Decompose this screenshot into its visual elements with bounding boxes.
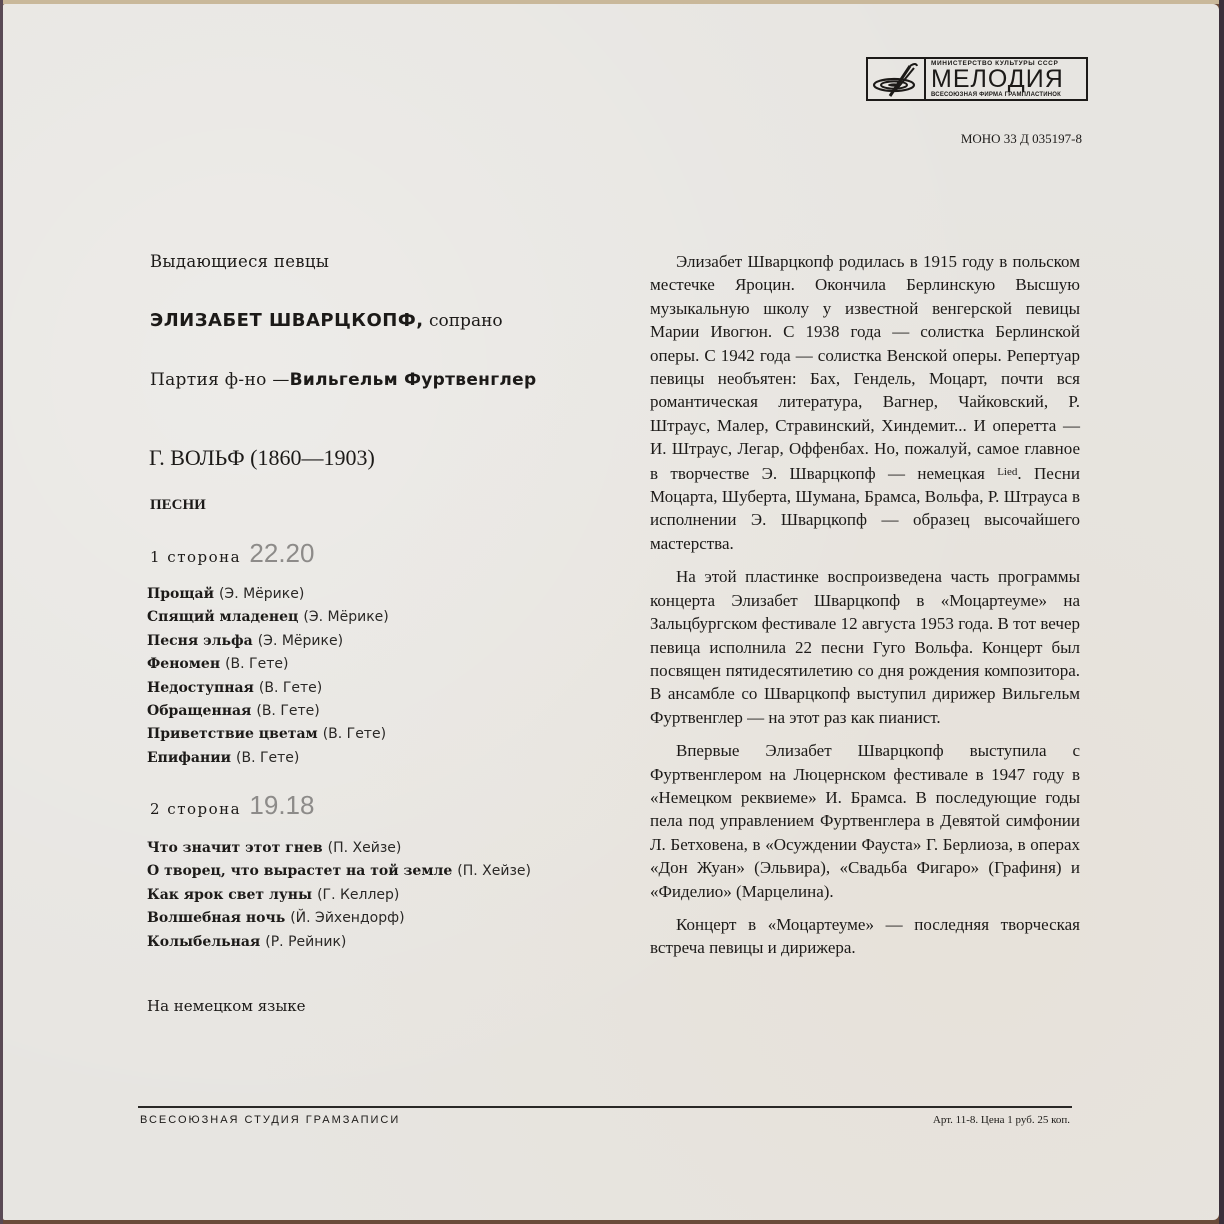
songs-title: ПЕСНИ [150, 497, 206, 513]
bio-paragraph-4: Концерт в «Моцартеуме» — последняя творческая встреча певицы и дирижера. [650, 914, 1080, 958]
track-item [147, 860, 531, 883]
track-poet: (Р. Рейник) [265, 933, 347, 950]
track-poet: (Й. Эйхендорф) [290, 910, 405, 927]
track-item [147, 630, 389, 653]
logo-ministry: МИНИСТЕРСТВО КУЛЬТУРЫ СССР [931, 60, 1059, 67]
side-1-label [150, 538, 314, 569]
track-poet: (В. Гете) [256, 702, 320, 719]
singer-name: ЭЛИЗАБЕТ ШВАРЦКОПФ, [150, 310, 424, 331]
language-note: На немецком языке [147, 997, 306, 1015]
track-poet: (Э. Мёрике) [303, 609, 389, 626]
track-poet: (В. Гете) [322, 726, 387, 743]
track-poet: (Э. Мёрике) [257, 632, 344, 649]
track-title: Прощай [147, 586, 214, 602]
sleeve-right-edge [1219, 0, 1224, 1224]
side-2-label [150, 790, 314, 821]
series-title: Выдающиеся певцы [150, 252, 330, 271]
track-poet: (В. Гете) [225, 656, 289, 673]
track-title: Епифании [147, 749, 232, 766]
side-1-tracklist [147, 583, 389, 770]
melodiya-record-logo-icon [868, 59, 926, 99]
side-label-text: 2 сторона [150, 800, 242, 818]
track-item [147, 931, 531, 954]
track-title: Приветствие цветам [147, 726, 318, 743]
singer-voice: сопрано [428, 311, 503, 331]
track-title: Что значит этот гнев [147, 840, 323, 856]
logo-subtitle: ВСЕСОЮЗНАЯ ФИРМА ГРАМПЛАСТИНОК [931, 92, 1061, 98]
track-poet: (В. Гете) [236, 749, 300, 766]
track-title: Спящий младенец [147, 609, 299, 626]
track-title: Недоступная [147, 679, 254, 696]
track-item [147, 653, 389, 676]
track-title: Песня эльфа [147, 632, 253, 649]
track-poet: (П. Хейзе) [457, 863, 531, 880]
handwritten-side-time: 19.18 [249, 790, 315, 820]
track-item [147, 747, 389, 770]
track-item [147, 700, 389, 723]
track-title: Волшебная ночь [147, 910, 286, 927]
catalog-number: МОНО 33 Д 035197-8 [960, 131, 1082, 146]
bio-paragraph-2: На этой пластинке воспроизведена часть программы концерта Элизабет Шварцкопф в «Моцартеуме» на Зальцбургском фестивале 12 августа 1953 года. В тот вечер певица исполнила 22 песни Гуго Вольфа. Концерт был посвящен пятидесятилетию со дня рождения композитора. В ансамбле со Шварцкопф выступил дирижер Вильгельм Фуртвенглер — на этот раз как пианист. [650, 567, 1080, 727]
side-2-tracklist [147, 837, 531, 954]
track-title: О творец, что вырастет на той земле [147, 863, 453, 880]
pianist-name: Вильгельм Фуртвенглер [289, 370, 537, 390]
track-item [147, 837, 531, 860]
track-poet: (Э. Мёрике) [218, 586, 305, 602]
singer-line [150, 310, 503, 331]
bio-paragraph-1 [650, 250, 1080, 555]
bio-text: Элизабет Шварцкопф родилась в 1915 году в польском местечке Яроцин. Окончила Берлинскую Высшую музыкальную школу у известной венгерской певицы Марии Ивогюн. С 1938 года — солистка Берлинской оперы. С 1942 года — солистка Венской оперы. Репертуар певицы необъятен: Бах, Гендель, Моцарт, почти вся романтическая литература, Вагнер, Чайковский, Р. Штраус, Малер, Стравинский, Хиндемит... И оперетта — И. Штраус, Легар, Оффенбах. Но, пожалуй, самое главное в творчестве Э. Шварцкопф — немецкая [650, 252, 1080, 483]
track-poet: (П. Хейзе) [327, 840, 402, 856]
lied-word: Lied [997, 465, 1018, 478]
track-title: Обращенная [147, 702, 252, 719]
logo-brand: МЕЛОДИЯ [931, 65, 1064, 93]
track-item [147, 884, 531, 907]
composer-heading: Г. ВОЛЬФ (1860—1903) [149, 445, 375, 470]
track-item [147, 907, 531, 930]
melodiya-logo [866, 57, 1088, 101]
bio-text: . Песни Моцарта, Шуберта, Шумана, Брамса, Вольфа, Р. Штрауса в исполнении Э. Шварцкопф — образец высочайшего мастерства. [650, 463, 1080, 553]
track-item [147, 583, 389, 606]
biography [650, 250, 1080, 960]
track-title: Феномен [147, 656, 221, 673]
studio-name: ВСЕСОЮЗНАЯ СТУДИЯ ГРАМЗАПИСИ [140, 1114, 401, 1126]
side-label-text: 1 сторона [150, 548, 242, 566]
track-title: Колыбельная [147, 933, 261, 950]
piano-label: Партия ф-но — [150, 370, 290, 390]
track-item [147, 677, 389, 700]
track-title: Как ярок свет луны [147, 886, 313, 903]
handwritten-side-time: 22.20 [249, 538, 315, 568]
track-item [147, 723, 389, 746]
track-poet: (Г. Келлер) [317, 886, 400, 903]
piano-line [150, 370, 536, 390]
bio-paragraph-3: Впервые Элизабет Шварцкопф выступила с Фуртвенглером на Люцернском фестивале в 1947 году в «Немецком реквиеме» И. Брамса. В последующие годы пела под управлением Фуртвенглера в Девятой симфонии Л. Бетховена, в «Осуждении Фауста» Г. Берлиоза, в операх «Дон Жуан» (Эльвира), «Свадьба Фигаро» (Графиня) и «Фиделио» (Марцелина). [650, 741, 1080, 901]
footer-divider [138, 1106, 1072, 1108]
track-poet: (В. Гете) [258, 679, 323, 696]
price-info: Арт. 11-8. Цена 1 руб. 25 коп. [932, 1114, 1070, 1126]
track-item [147, 606, 389, 629]
